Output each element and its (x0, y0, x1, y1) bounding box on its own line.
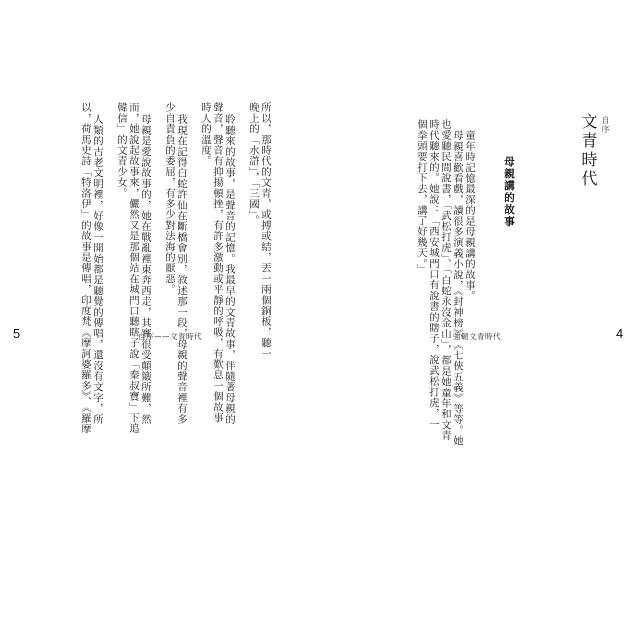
chapter-label: 自序 (601, 116, 610, 134)
page-number: 5 (13, 326, 21, 341)
text-column: 聆聽來的故事，是聲音的記憶。我最早的文青故事，伴隨著母親的 (223, 114, 235, 425)
text-column: 晚上的「水滸」，「三國」。 (247, 102, 259, 226)
text-column: 個拳頭要打下去，講了好幾天。」 (415, 119, 427, 275)
running-head: 自序——文青時代 (138, 332, 202, 341)
text-column: 時代聽來的。她說：「西安城門口有說書的瞎子，說武松打虎，一 (427, 119, 439, 430)
running-head: 強韌文青時代 (453, 332, 501, 341)
chapter-title: 文青時代 (579, 113, 598, 189)
text-column: 韓信」的文青少女。 (115, 102, 127, 199)
text-column: 而，她說起故事來，儼然又是那個站在城門口聽瞎子說「秦叔寶」下追 (127, 102, 139, 434)
right-page (320, 0, 640, 640)
text-column: 母親喜歡看戲，讀很多演義小說，《封神榜》、《七俠五義》等等。她 (451, 130, 463, 447)
text-column: 也愛聽民間說書，「武松打虎」、「白蛇永沒金山」，都是她童年和文青 (439, 119, 451, 441)
text-column: 母親是愛說故事的，她在戰亂裡東奔西走，其實很受顛簸所難，然 (139, 114, 151, 425)
page-number: 4 (616, 326, 624, 341)
text-column: 時人的溫度。 (199, 102, 211, 167)
text-column: 童年時記憶最深的是母親講的故事。 (463, 130, 475, 302)
text-column: 以，荷馬史詩「特洛伊」的故事是傳唱，印度梵《摩訶婆羅多》、《羅摩 (79, 102, 91, 434)
text-column: 人類的古老文明裡，好像一開始都是聽覺的傳唱，還沒有文字，所 (91, 114, 103, 425)
text-column: 少自責負的委屈，有多少對法海的厭惡。 (163, 102, 175, 295)
text-column: 聲音，聲音有抑揚頓挫，有許多激動或平靜的呼吸，有歎息一個故事 (211, 102, 223, 423)
text-column: 所以，那時代的文青，或搏或結，丟一兩個銅板，聽一 (259, 102, 271, 359)
text-column: 我現在記得白蛇許仙在斷橋會別，敘述那一段，母親的聲音裡有多 (175, 114, 187, 425)
section-heading: 母親講的故事 (503, 156, 515, 228)
